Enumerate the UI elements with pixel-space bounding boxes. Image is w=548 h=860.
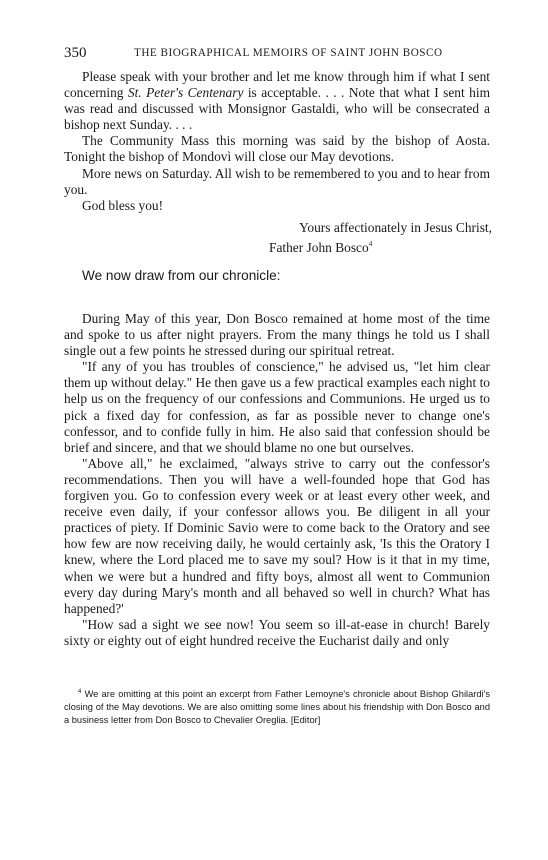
closing-salutation: Yours affectionately in Jesus Christ, <box>299 220 492 235</box>
letter-paragraph: The Community Mass this morning was said by the bishop of Aosta. Tonight the bishop of Mondovì will close our May devotions. <box>64 133 490 165</box>
page-number: 350 <box>64 45 87 61</box>
chronicle-paragraph: "Above all," he exclaimed, "always strive to carry out the confessor's recommendations. Then you will have a well-founded hope that God has forgiven you. Go to confession every week or at least every other week, and receive even daily, if your confessor allows you. Be diligent in all your practices of piety. If Dominic Savio were to come back to the Oratory and see how few are now receiving daily, he would certainly ask, 'Is this the Oratory I knew, where the Lord placed me to save my soul? How is it that in my time, when we were but a hundred and fifty boys, almost all went to Communion every day during Mary's month and all behaved so well in church? What has happened?' <box>64 455 490 616</box>
transition-line: We now draw from our chronicle: <box>82 268 281 283</box>
letter-paragraph <box>64 69 490 133</box>
footnote <box>64 686 490 727</box>
footnote-text: We are omitting at this point an excerpt from Father Lemoyne's chronicle about Bishop Ghilardi's closing of the May devotions. We are also omitting some lines about his friendship with Don Bosco and a business letter from Don Bosco to Chevalier Oreglia. [Editor] <box>64 689 490 725</box>
chronicle-paragraph: "How sad a sight we see now! You seem so ill-at-ease in church! Barely sixty or eighty out of eight hundred receive the Eucharist daily and only <box>64 616 490 648</box>
letter-paragraph: More news on Saturday. All wish to be remembered to you and to hear from you. <box>64 165 490 197</box>
closing-signature <box>222 236 492 256</box>
chronicle-paragraph: "If any of you has troubles of conscience," he advised us, "let him clear them up without delay." He then gave us a few practical examples each night to help us on the frequency of our confessions and Communions. He urged us to pick a fixed day for confession, as far as possible never to change one's confessor, and to confide fully in him. He also said that confession should be brief and sincere, and that we should blame no one but ourselves. <box>64 359 490 455</box>
letter-paragraph: God bless you! <box>82 197 164 213</box>
letter-closing <box>222 220 492 256</box>
signature-name: Father John Bosco <box>269 240 369 256</box>
italic-title: St. Peter's Centenary <box>127 85 244 101</box>
chronicle-paragraph: During May of this year, Don Bosco remained at home most of the time and spoke to us after night prayers. From the many things he told us I shall single out a few points he stressed during our spiritual retreat. <box>64 311 490 359</box>
letter-text: is acceptable. . . . Note that what I sent him was read and discussed with Monsignor Gastaldi, who will be consecrated a bishop next Sunday. . . . <box>64 85 490 133</box>
letter-text: Please speak with your brother and let me know through him if what I sent concerning <box>64 69 490 101</box>
footnote-marker: 4 <box>78 689 82 695</box>
running-title: THE BIOGRAPHICAL MEMOIRS OF SAINT JOHN BOSCO <box>134 47 443 59</box>
chronicle-body <box>64 311 490 649</box>
page-header <box>64 45 490 65</box>
footnote-reference: 4 <box>368 240 373 249</box>
letter-body <box>64 69 490 214</box>
footnote-paragraph <box>64 686 490 727</box>
